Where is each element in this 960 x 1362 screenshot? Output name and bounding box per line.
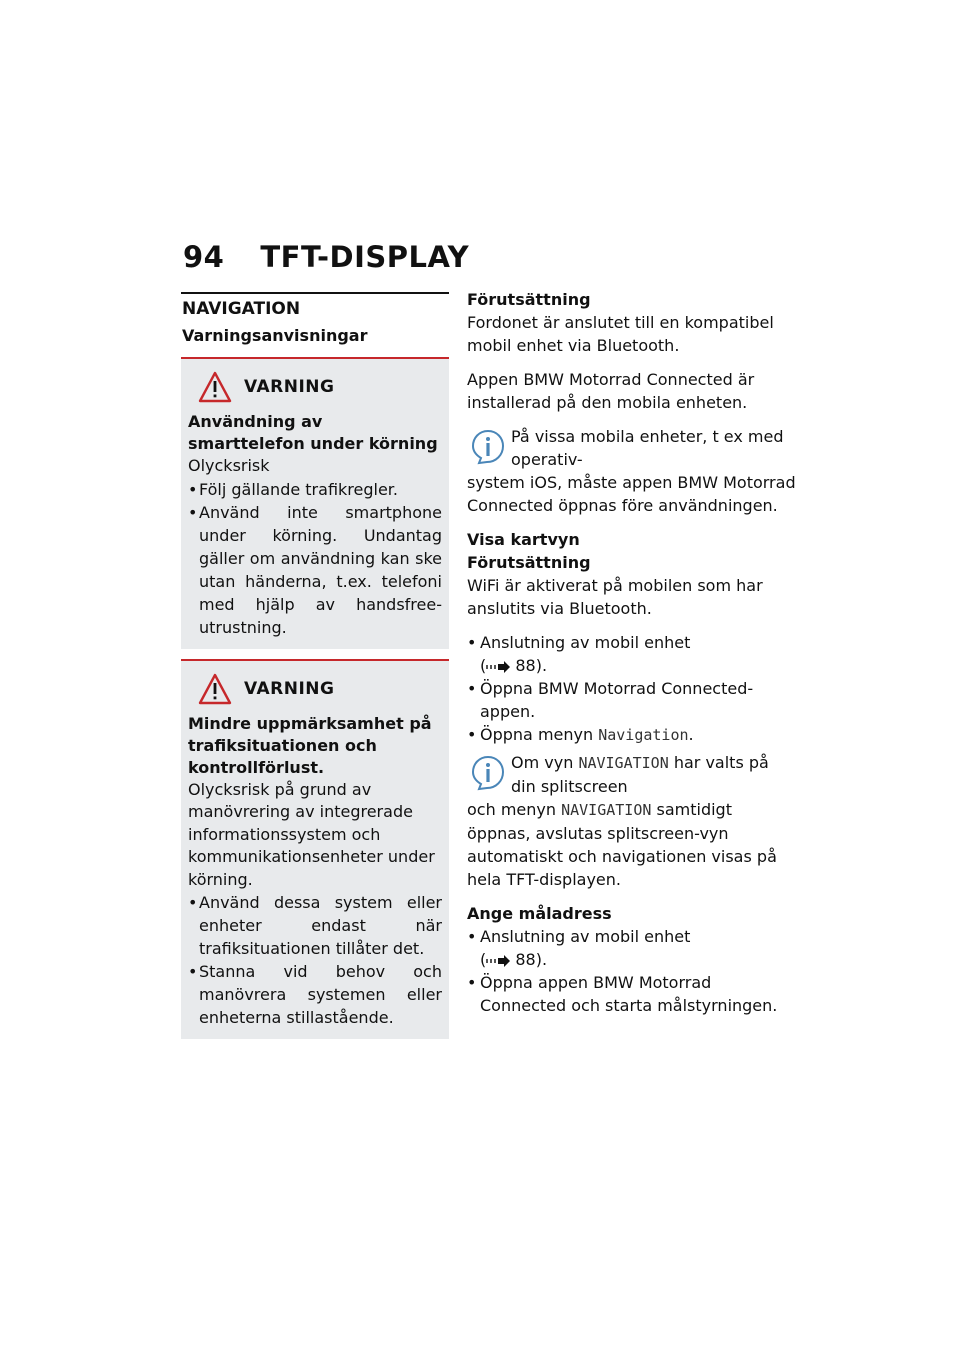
warning-bullet: • Stanna vid behov och manövrera systemen eller enheterna stillastående. — [188, 962, 442, 1027]
chapter-title: TFT-DISPLAY — [260, 240, 470, 274]
section-title: NAVIGATION — [182, 299, 301, 319]
step-bullet: • Öppna BMW Motorrad Connected-appen. — [467, 679, 754, 721]
page-reference[interactable]: 88). — [515, 950, 548, 969]
warning-label: VARNING — [244, 678, 335, 699]
warning-head — [188, 367, 442, 407]
page-number: 94 — [183, 240, 225, 274]
note-text: och menyn NAVIGATION samtidigt öppnas, avslutas splitscreen-vyn automatiskt och navigationen visas på hela TFT-displayen. — [467, 800, 777, 889]
warning-box-2 — [181, 659, 449, 1040]
section-heading: Visa kartvyn — [467, 530, 580, 549]
prerequisite-heading: Förutsättning — [467, 553, 591, 572]
step-bullet: • Öppna appen BMW Motorrad Connected och starta målstyrningen. — [467, 973, 778, 1015]
right-column — [467, 288, 797, 1017]
prerequisite-heading: Förutsättning — [467, 290, 591, 309]
warning-text: Olycksrisk — [188, 456, 270, 475]
note-text: system iOS, måste appen BMW Motorrad Connected öppnas före användningen. — [467, 473, 796, 515]
warning-text: Olycksrisk på grund av manövrering av integrerade informationssystem och kommunikationsenheter under körning. — [188, 779, 435, 889]
warning-triangle-icon — [198, 371, 232, 403]
page-reference-arrow-icon — [486, 661, 510, 673]
warning-triangle-icon — [198, 673, 232, 705]
warning-bullet: • Följ gällande trafikregler. — [188, 479, 398, 499]
info-icon — [471, 755, 505, 791]
step-bullet: • Öppna menyn Navigation. — [467, 725, 694, 744]
paragraph: Appen BMW Motorrad Connected är installerad på den mobila enheten. — [467, 370, 755, 412]
page-header — [183, 240, 469, 280]
section-heading: Ange måladress — [467, 904, 612, 923]
warning-title: Mindre uppmärksamhet på trafiksituationen och kontrollförlust. — [188, 713, 432, 777]
page-reference[interactable]: 88). — [515, 656, 548, 675]
left-column — [181, 292, 449, 1039]
section-rule — [181, 292, 449, 294]
menu-name: Navigation — [598, 726, 689, 744]
info-icon — [471, 429, 505, 465]
info-note — [467, 425, 797, 517]
info-note — [467, 751, 797, 891]
warning-bullet: • Använd dessa system eller enheter endast när trafiksituationen tillåter det. — [188, 893, 442, 958]
subsection-title: Varningsanvisningar — [182, 326, 368, 345]
warning-title: Användning av smarttelefon under körning — [188, 412, 438, 453]
note-text: Om vyn NAVIGATION har valts på din splitscreen — [511, 753, 769, 796]
step-bullet: • Anslutning av mobil enhet ( 88). — [467, 633, 691, 675]
warning-bullet: • Använd inte smartphone under körning. Undantag gäller om användning kan ske utan händerna, t.ex. telefoni med hjälp av handsfree-utrustning. — [188, 502, 442, 637]
warning-label: VARNING — [244, 377, 335, 397]
page-reference-arrow-icon — [486, 955, 510, 967]
step-bullet: • Anslutning av mobil enhet ( 88). — [467, 927, 691, 969]
prerequisite-text: WiFi är aktiverat på mobilen som har anslutits via Bluetooth. — [467, 576, 763, 618]
prerequisite-text: Fordonet är anslutet till en kompatibel mobil enhet via Bluetooth. — [467, 313, 774, 355]
warning-box-1 — [181, 357, 449, 649]
note-text: På vissa mobila enheter, t ex med operativ- — [511, 427, 784, 469]
warning-head — [188, 669, 442, 709]
